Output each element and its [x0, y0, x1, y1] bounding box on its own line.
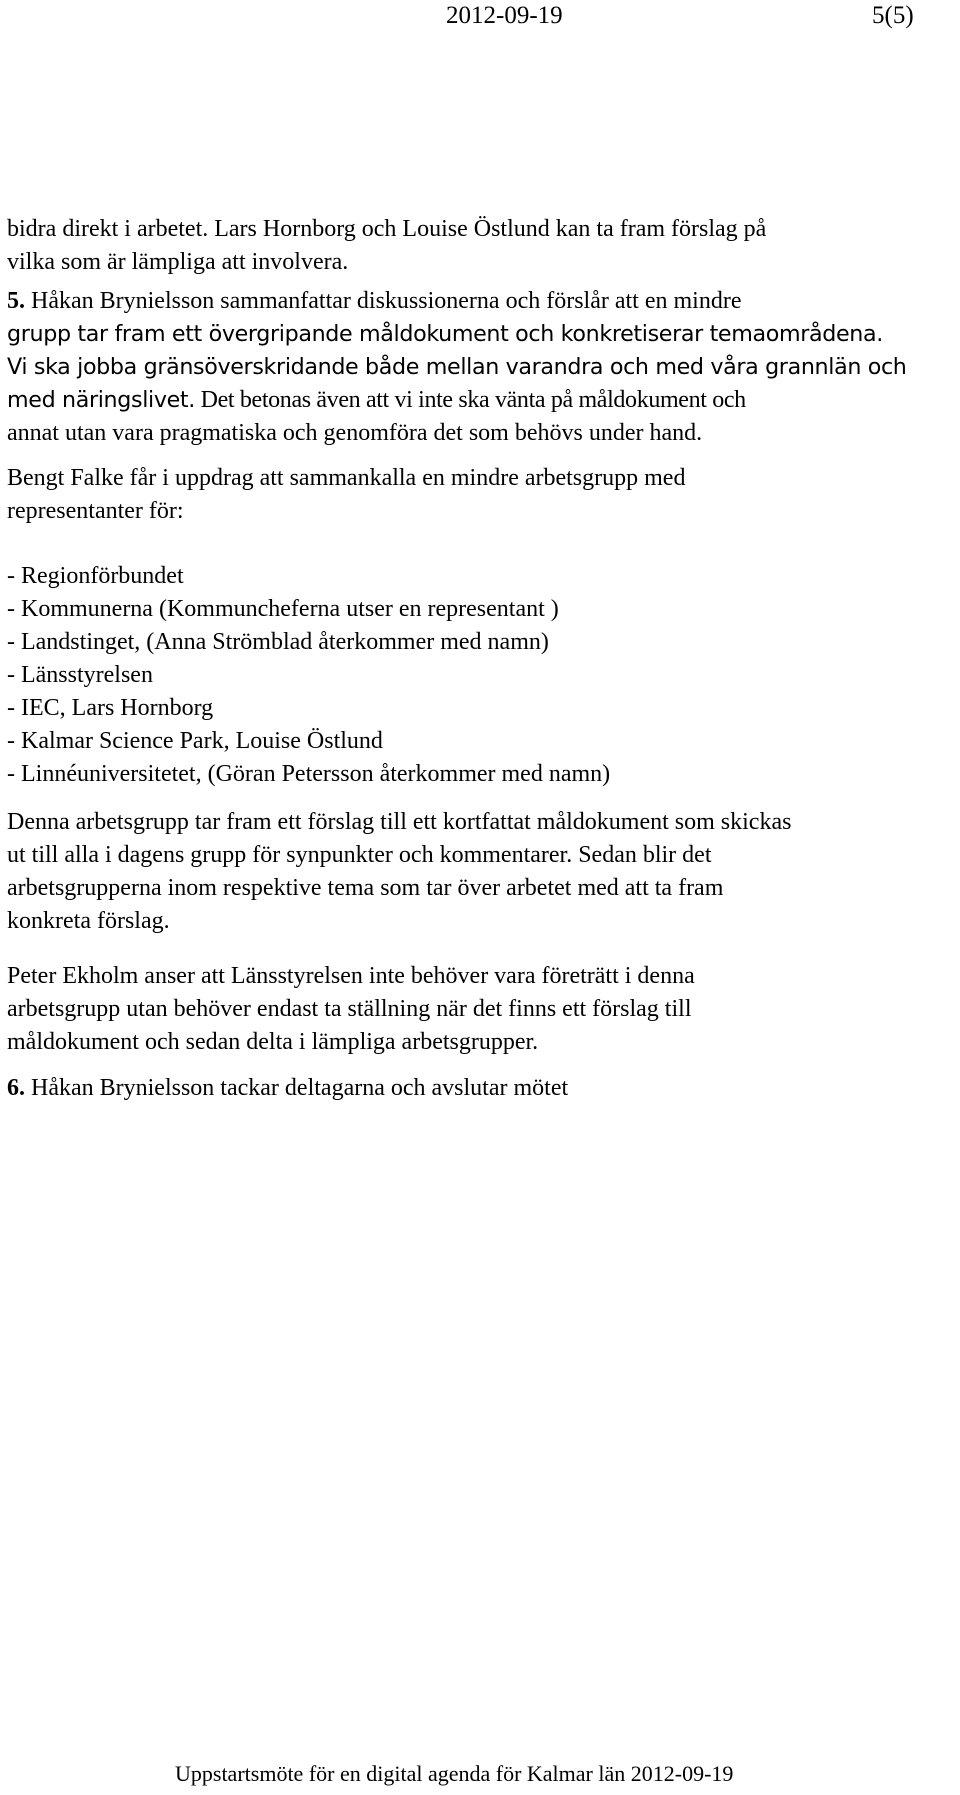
list-item: - Kommunerna (Kommuncheferna utser en representant ): [7, 596, 559, 622]
text-line: Peter Ekholm anser att Länsstyrelsen inte behöver vara företrätt i denna: [7, 963, 695, 989]
paragraph-county-board: [7, 960, 953, 1059]
item-number: 6.: [7, 1075, 25, 1101]
text-line: [7, 285, 953, 318]
text-line: arbetsgrupperna inom respektive tema som tar över arbetet med att ta fram: [7, 875, 724, 901]
text-line: [7, 384, 953, 417]
text-line: ut till alla i dagens grupp för synpunkter och kommentarer. Sedan blir det: [7, 842, 712, 868]
paragraph-item-5: [7, 285, 953, 450]
text-line: Vi ska jobba gränsöverskridande både mellan varandra och med våra grannlän och: [7, 354, 907, 380]
text-line: Bengt Falke får i uppdrag att sammankalla en mindre arbetsgrupp med: [7, 465, 686, 491]
text-line: måldokument och sedan delta i lämpliga arbetsgrupper.: [7, 1029, 539, 1055]
text-line: grupp tar fram ett övergripande måldokument och konkretiserar temaområdena.: [7, 321, 883, 347]
list-item: - Landstinget, (Anna Strömblad återkommer med namn): [7, 629, 549, 655]
text-span: Håkan Brynielsson sammanfattar diskussionerna och förslår att en mindre: [25, 288, 742, 314]
text-line: konkreta förslag.: [7, 908, 170, 934]
text-line: [7, 1072, 953, 1105]
text-line: vilka som är lämpliga att involvera.: [7, 249, 349, 275]
item-number: 5.: [7, 288, 25, 314]
text-line: representanter för:: [7, 498, 184, 524]
text-span: Det betonas även att vi inte ska vänta på måldokument och: [194, 387, 746, 413]
list-item: - Kalmar Science Park, Louise Östlund: [7, 728, 383, 754]
text-line: arbetsgrupp utan behöver endast ta ställning när det finns ett förslag till: [7, 996, 692, 1022]
text-span: med näringslivet.: [7, 387, 195, 413]
page-footer: Uppstartsmöte för en digital agenda för Kalmar län 2012-09-19: [175, 1761, 734, 1786]
paragraph-working-group: [7, 806, 953, 938]
list-item: - Regionförbundet: [7, 563, 184, 589]
text-line: bidra direkt i arbetet. Lars Hornborg och Louise Östlund kan ta fram förslag på: [7, 216, 767, 242]
document-body: [7, 213, 953, 1105]
page-header: [0, 0, 960, 40]
text-line: Denna arbetsgrupp tar fram ett förslag till ett kortfattat måldokument som skickas: [7, 809, 792, 835]
paragraph-item-6: [7, 1072, 953, 1105]
text-span: Håkan Brynielsson tackar deltagarna och avslutar mötet: [25, 1075, 569, 1101]
header-page-number: 5(5): [872, 2, 914, 29]
paragraph-assignment: [7, 462, 953, 528]
header-date: 2012-09-19: [446, 2, 563, 29]
list-item: - IEC, Lars Hornborg: [7, 695, 214, 721]
paragraph-involvement: [7, 213, 953, 279]
list-item: - Linnéuniversitetet, (Göran Petersson återkommer med namn): [7, 761, 611, 787]
list-item: - Länsstyrelsen: [7, 662, 153, 688]
representatives-list: [7, 560, 953, 791]
text-line: annat utan vara pragmatiska och genomföra det som behövs under hand.: [7, 420, 703, 446]
